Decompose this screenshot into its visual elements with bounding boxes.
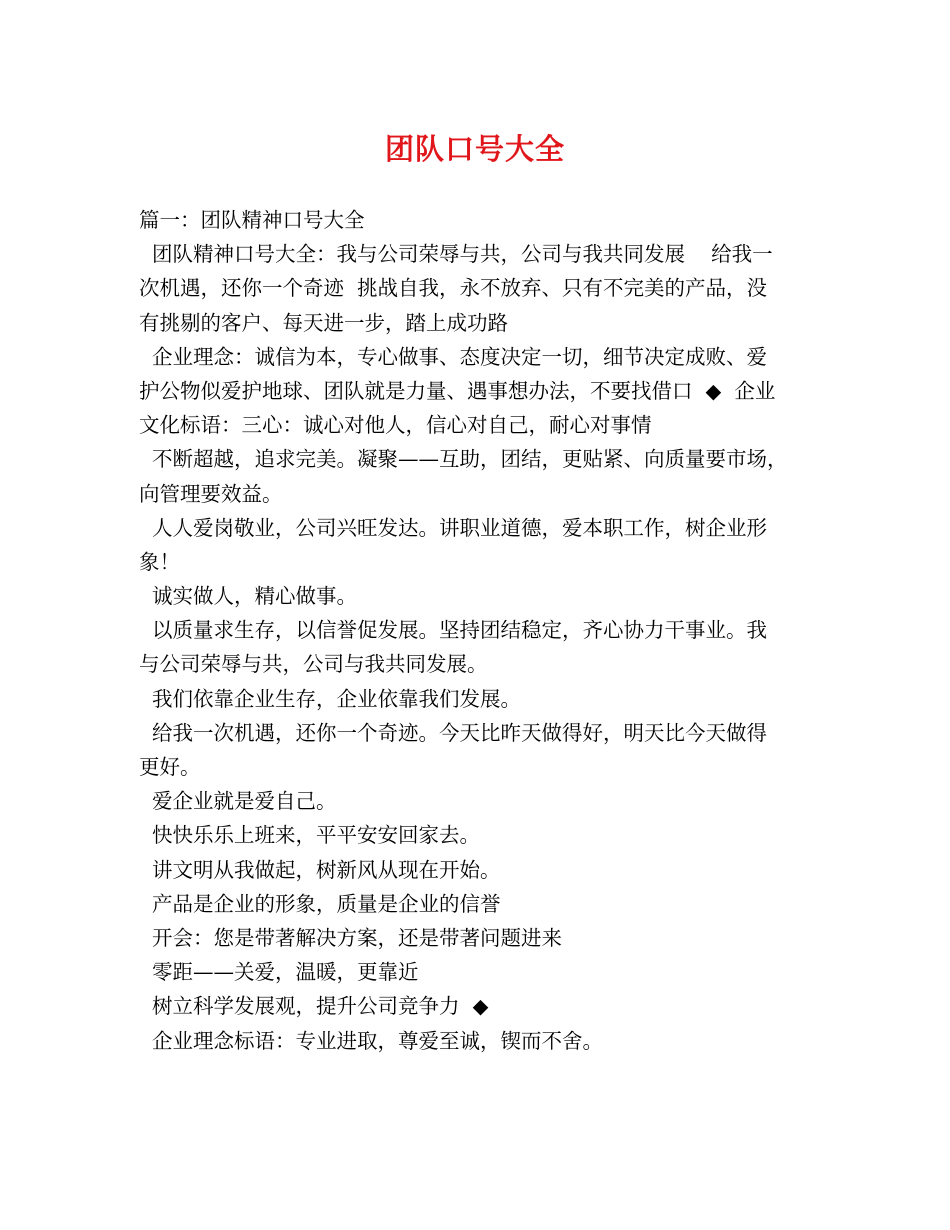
text-line: 篇一：团队精神口号大全 (139, 208, 365, 232)
text-line: 企业理念标语：专业进取，尊爱至诚，锲而不舍。 (139, 1028, 604, 1053)
text-line: 我们依靠企业生存，企业依靠我们发展。 (139, 686, 522, 711)
text-line: 树立科学发展观，提升公司竞争力 ◆ (139, 994, 489, 1019)
text-line: 护公物似爱护地球、团队就是力量、遇事想办法，不要找借口 ◆ 企业 (139, 378, 776, 403)
text-line: 更好。 (139, 755, 201, 779)
text-line: 向管理要效益。 (139, 481, 283, 506)
text-line: 次机遇，还你一个奇迹 挑战自我，永不放弃、只有不完美的产品，没 (139, 276, 768, 301)
document-title: 团队口号大全 (384, 132, 565, 166)
document-body (139, 203, 819, 1058)
text-line: 开会：您是带著解决方案，还是带著问题进来 (139, 925, 563, 950)
text-line: 讲文明从我做起，树新风从现在开始。 (139, 857, 501, 882)
text-line: 不断超越，追求完美。凝聚——互助，团结，更贴紧、向质量要市场， (139, 447, 788, 472)
text-line: 团队精神口号大全：我与公司荣辱与共，公司与我共同发展 给我一 (139, 242, 773, 267)
text-line: 人人爱岗敬业，公司兴旺发达。讲职业道德，爱本职工作，树企业形 (139, 515, 768, 540)
text-line: 象！ (139, 549, 180, 574)
text-line: 有挑剔的客户、每天进一步，踏上成功路 (139, 310, 508, 335)
text-line: 爱企业就是爱自己。 (139, 789, 337, 814)
text-line: 以质量求生存，以信誉促发展。坚持团结稳定，齐心协力干事业。我 (139, 618, 768, 643)
text-line: 快快乐乐上班来，平平安安回家去。 (139, 823, 481, 848)
text-line: 产品是企业的形象，质量是企业的信誉 (139, 891, 501, 916)
text-line: 零距——关爱，温暖，更靠近 (139, 960, 419, 985)
text-line: 文化标语：三心：诚心对他人，信心对自己，耐心对事情 (139, 413, 652, 438)
text-line: 给我一次机遇，还你一个奇迹。今天比昨天做得好，明天比今天做得 (139, 720, 768, 745)
text-line: 诚实做人，精心做事。 (139, 584, 358, 609)
text-line: 与公司荣辱与共，公司与我共同发展。 (139, 652, 488, 677)
text-line: 企业理念：诚信为本，专心做事、态度决定一切，细节决定成败、爱 (139, 344, 768, 369)
